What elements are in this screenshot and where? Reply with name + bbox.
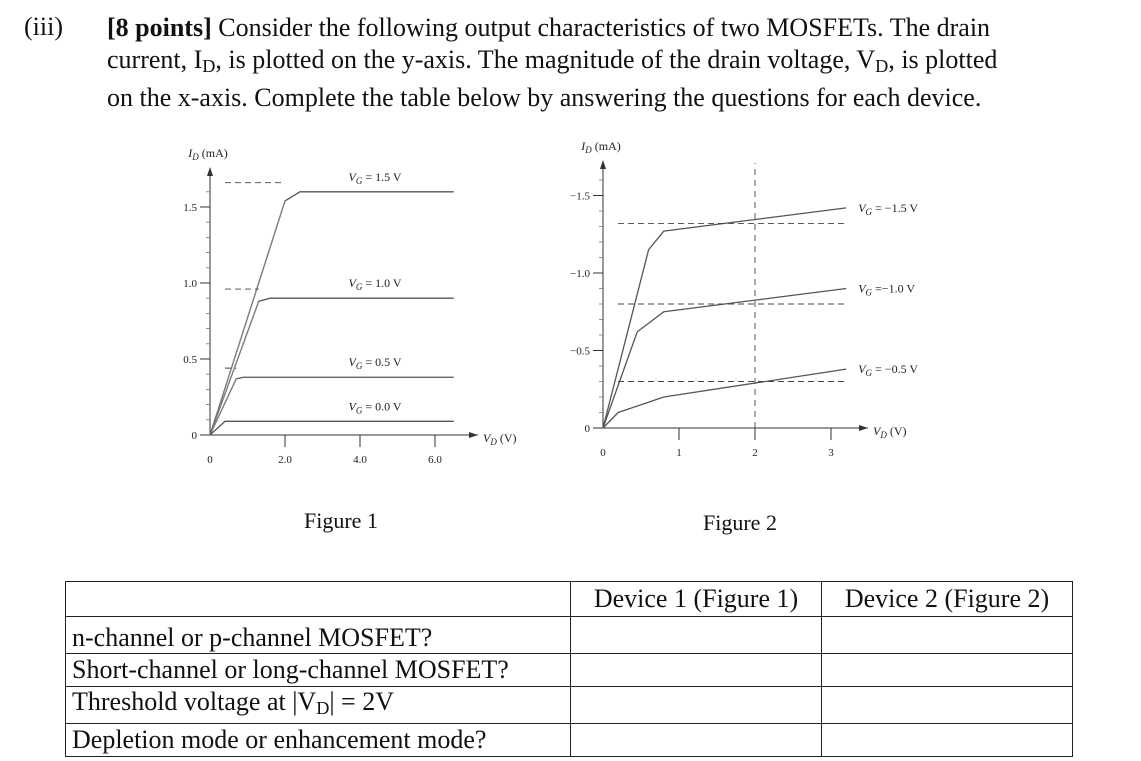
header-empty-cell [66,582,571,617]
y-tick-label: 0.5 [183,354,197,366]
threshold-text-a: Threshold voltage at |V [72,687,317,716]
linear-region-line [210,301,259,435]
table-row [66,617,1073,654]
x-tick-label: 0 [600,447,606,459]
series-label-0: $V_G = -1.5$ V [858,200,919,217]
figure1-caption: Figure 1 [304,508,378,533]
series-line-1 [210,298,454,435]
answer-cell-device2-mode[interactable] [822,724,1073,757]
x-tick-label: 6.0 [428,454,442,466]
table-row [66,654,1073,687]
question-line2a: current, I [107,45,203,74]
question-line1: Consider the following output characteristics of two MOSFETs. The drain [211,13,991,42]
series-label-1: $V_G = 1.0$ V [348,276,402,293]
answer-cell-device2-length[interactable] [822,654,1073,687]
series-label-0: $V_G = 1.5$ V [348,169,402,186]
figure2-caption: Figure 2 [703,510,777,535]
question-line2c: , is plotted [888,45,998,74]
linear-region-line [210,379,236,435]
question-points: [8 points] [107,13,212,42]
y-tick-label: −1.0 [570,268,590,280]
y-axis-label: $I_D$ (mA) [188,146,228,162]
answer-cell-device2-channel[interactable] [822,617,1073,654]
answer-cell-device1-mode[interactable] [571,724,822,757]
series-label-1: $V_G =-1.0$ V [858,281,916,298]
series-line-2 [603,369,846,428]
answer-cell-device1-length[interactable] [571,654,822,687]
y-tick-label: 0 [584,423,590,435]
threshold-sub: D [316,698,330,718]
row-label-channel-length: Short-channel or long-channel MOSFET? [66,654,571,687]
row-label-threshold [66,687,571,724]
x-tick-label: 2 [752,447,758,459]
y-tick-label: −0.5 [570,345,590,358]
series-line-1 [603,289,846,429]
y-axis-arrow-icon [207,167,213,176]
series-line-3 [210,421,454,435]
x-tick-label: 2.0 [278,454,292,466]
row-label-channel-type: n-channel or p-channel MOSFET? [66,617,571,654]
x-tick-label: 1 [676,447,682,459]
series-line-0 [210,192,454,435]
x-axis-arrow-icon [859,425,868,431]
table-header-row [66,582,1073,617]
threshold-text-b: | = 2V [329,687,394,716]
answer-table [65,581,1073,757]
y-tick-label: 0 [191,430,197,442]
y-axis-arrow-icon [600,160,606,169]
header-device2: Device 2 (Figure 2) [822,582,1073,617]
series-label-2: $V_G = 0.5$ V [348,355,402,372]
series-label-3: $V_G = 0.0$ V [348,399,402,416]
linear-region-line [210,201,285,435]
answer-cell-device1-channel[interactable] [571,617,822,654]
x-tick-label: 4.0 [353,454,367,466]
answer-cell-device2-threshold[interactable] [822,687,1073,724]
x-tick-label: 3 [828,447,834,459]
y-axis-label: $I_D$ (mA) [581,139,621,155]
x-axis-arrow-icon [469,432,478,438]
x-tick-label: 0 [207,454,213,466]
x-axis-label: $V_D$ (V) [483,431,517,447]
series-line-2 [210,377,454,435]
x-axis-label: $V_D$ (V) [873,424,907,440]
series-label-2: $V_G = -0.5$ V [858,362,919,379]
table-row [66,724,1073,757]
subscript-d-1: D [202,56,216,76]
y-tick-label: −1.5 [570,190,590,203]
figure1-chart [183,146,516,466]
question-line3: on the x-axis. Complete the table below by answering the questions for each device. [107,83,982,112]
y-tick-label: 1.5 [183,202,197,214]
question-number: (iii) [24,12,63,41]
table-row [66,687,1073,724]
series-line-0 [603,208,846,428]
subscript-d-2: D [875,56,889,76]
question-line2b: , is plotted on the y-axis. The magnitude of the drain voltage, V [215,45,876,74]
y-tick-label: 1.0 [183,278,197,290]
figure2-chart [570,139,918,459]
row-label-mode: Depletion mode or enhancement mode? [66,724,571,757]
answer-cell-device1-threshold[interactable] [571,687,822,724]
header-device1: Device 1 (Figure 1) [571,582,822,617]
